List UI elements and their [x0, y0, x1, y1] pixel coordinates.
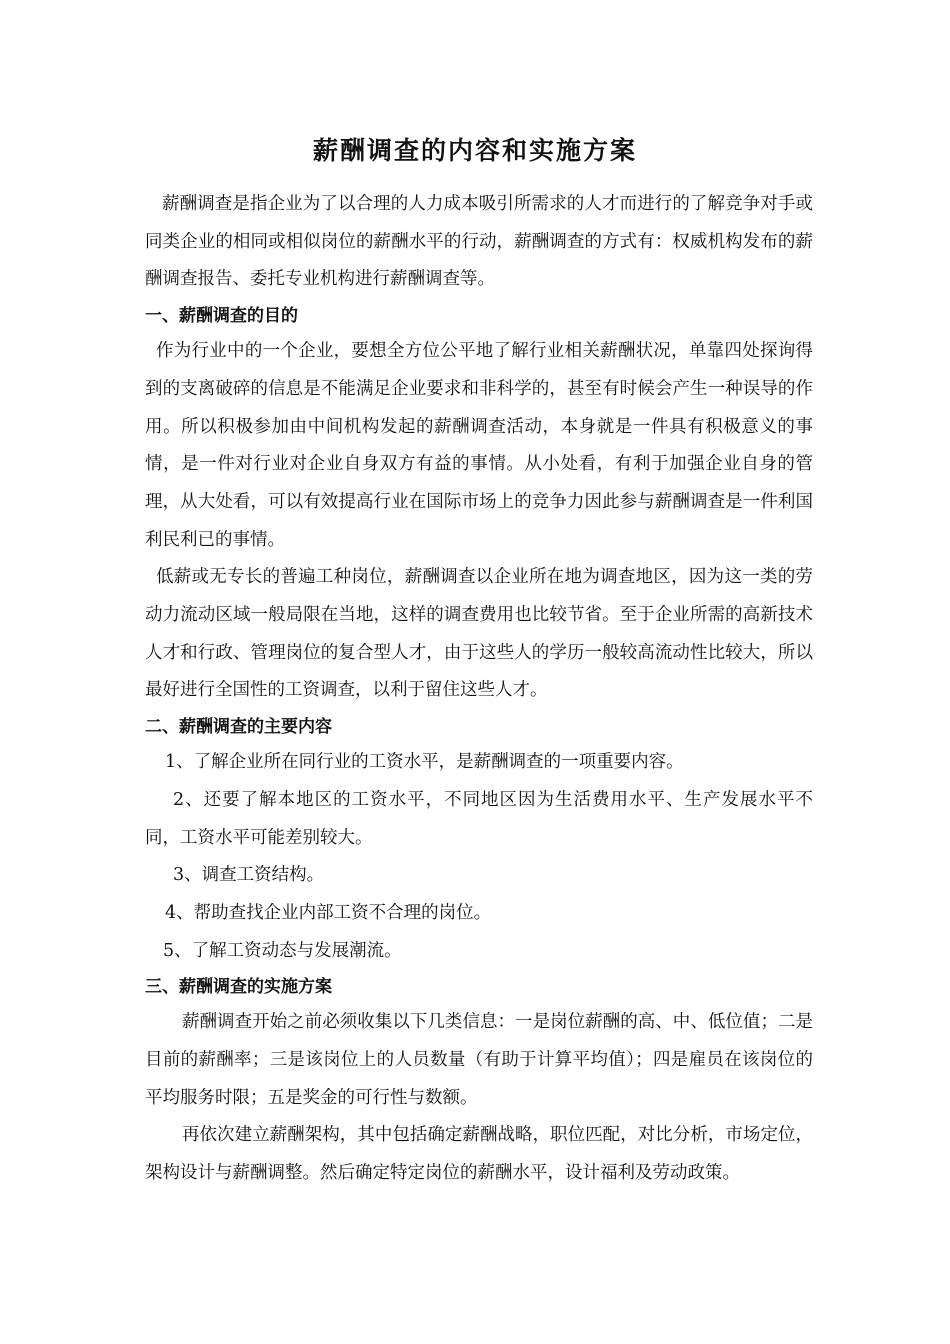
content-list-item: 3、调查工资结构。: [173, 865, 325, 886]
intro-paragraph: 薪酬调查是指企业为了以合理的人力成本吸引所需求的人才而进行的了解竞争对手或同类企业的相同或相似岗位的薪酬水平的行动，薪酬调查的方式有：权威机构发布的薪酬调查报告、委托专业机构进行薪酬调查等。: [145, 194, 813, 290]
content-list-item: 4、帮助查找企业内部工资不合理的岗位。: [165, 902, 492, 923]
section-heading-purpose: 一、薪酬调查的目的: [145, 306, 298, 327]
purpose-paragraph-2: 低薪或无专长的普遍工种岗位，薪酬调查以企业所在地为调查地区，因为这一类的劳动力流动区域一般局限在当地，这样的调查费用也比较节省。至于企业所需的高新技术人才和行政、管理岗位的复合型人才，由于这些人的学历一般较高流动性比较大，所以最好进行全国性的工资调查，以利于留住这些人才。: [145, 567, 813, 701]
plan-paragraph-2: 再依次建立薪酬架构，其中包括确定薪酬战略，职位匹配，对比分析，市场定位，架构设计与薪酬调整。然后确定特定岗位的薪酬水平，设计福利及劳动政策。: [145, 1125, 813, 1184]
document-body: [145, 186, 813, 1193]
section-heading-content: 二、薪酬调查的主要内容: [145, 717, 332, 738]
section-heading-plan: 三、薪酬调查的实施方案: [145, 977, 332, 998]
content-list-item: 5、了解工资动态与发展潮流。: [163, 940, 402, 961]
content-list-item: 2、还要了解本地区的工资水平，不同地区因为生活费用水平、生产发展水平不同，工资水平可能差别较大。: [145, 789, 813, 848]
document-title: 薪酬调查的内容和实施方案: [312, 136, 637, 165]
purpose-paragraph-1: 作为行业中的一个企业，要想全方位公平地了解行业相关薪酬状况，单靠四处探询得到的支离破碎的信息是不能满足企业要求和非科学的，甚至有时候会产生一种误导的作用。所以积极参加由中间机构发起的薪酬调查活动，本身就是一件具有积极意义的事情，是一件对行业对企业自身双方有益的事情。从小处看，有利于加强企业自身的管理，从大处看，可以有效提高行业在国际市场上的竞争力因此参与薪酬调查是一件利国利民利已的事情。: [145, 341, 813, 550]
plan-paragraph-1: 薪酬调查开始之前必须收集以下几类信息：一是岗位薪酬的高、中、低位值；二是目前的薪酬率；三是该岗位上的人员数量（有助于计算平均值）；四是雇员在该岗位的平均服务时限；五是奖金的可行性与数额。: [145, 1012, 813, 1108]
content-list-item: 1、了解企业所在同行业的工资水平，是薪酬调查的一项重要内容。: [165, 752, 684, 773]
